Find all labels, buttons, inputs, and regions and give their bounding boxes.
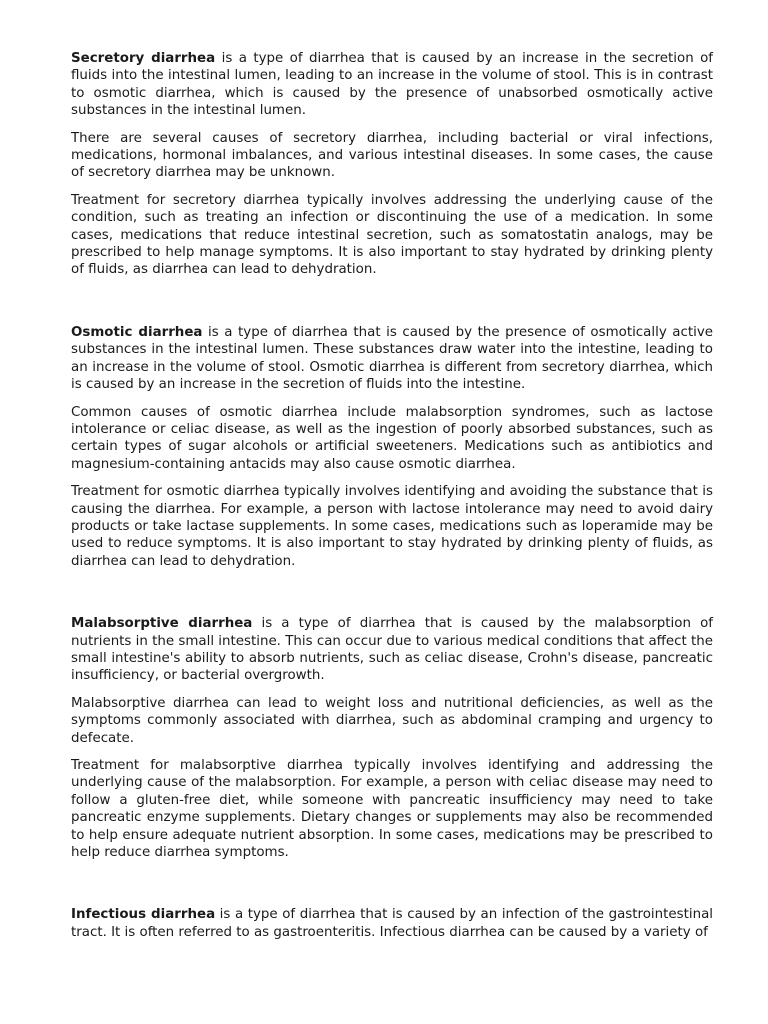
body-paragraph: Treatment for malabsorptive diarrhea typically involves identifying and addressing the underlying cause of the malabsorption. For example, a person with celiac disease may need to follow a gluten-free diet, while someone with pancreatic insufficiency may need to take pancreatic enzyme supplements. Dietary changes or supplements may also be recommended to help ensure adequate nutrient absorption. In some cases, medications may be prescribed to help reduce diarrhea symptoms. [71,758,713,861]
intro-paragraph [71,50,713,120]
body-paragraph: There are several causes of secretory diarrhea, including bacterial or viral infections, medications, hormonal imbalances, and various intestinal diseases. In some cases, the cause of secretory diarrhea may be unknown. [71,130,713,181]
section-osmotic-diarrhea [71,324,713,570]
body-paragraph: Common causes of osmotic diarrhea include malabsorption syndromes, such as lactose intolerance or celiac disease, as well as the ingestion of poorly absorbed substances, such as certain types of sugar alcohols or artificial sweeteners. Medications such as antibiotics and magnesium-containing antacids may also cause osmotic diarrhea. [71,404,713,472]
intro-text: is a type of diarrhea that is caused by an increase in the secretion of fluids into the intestinal lumen, leading to an increase in the volume of stool. This is in contrast to osmotic diarrhea, which is caused by the presence of unabsorbed osmotically active substances in the intestinal lumen. [71,51,714,119]
section-secretory-diarrhea [71,50,713,279]
intro-text: is a type of diarrhea that is caused by the presence of osmotically active substances in the intestinal lumen. These substances draw water into the intestine, leading to an increase in the volume of stool. Osmotic diarrhea is different from secretory diarrhea, which is caused by an increase in the secretion of fluids into the intestine. [71,324,713,393]
section-term: Malabsorptive diarrhea [71,616,253,632]
section-term: Infectious diarrhea [71,907,216,923]
section-infectious-diarrhea [71,906,713,941]
body-paragraph: Treatment for secretory diarrhea typically involves addressing the underlying cause of the condition, such as treating an infection or discontinuing the use of a medication. In some cases, medications that reduce intestinal secretion, such as somatostatin analogs, may be prescribed to help manage symptoms. It is also important to stay hydrated by drinking plenty of fluids, as diarrhea can lead to dehydration. [71,192,713,278]
intro-paragraph [71,615,713,685]
intro-text: is a type of diarrhea that is caused by the malabsorption of nutrients in the small intestine. This can occur due to various medical conditions that affect the small intestine's ability to absorb nutrients, such as celiac disease, Crohn's disease, pancreatic insufficiency, or bacterial overgrowth. [71,616,713,684]
intro-paragraph [71,324,713,394]
intro-paragraph [71,906,713,941]
section-term: Osmotic diarrhea [71,324,203,340]
intro-text: is a type of diarrhea that is caused by an infection of the gastrointestinal tract. It is often referred to as gastroenteritis. Infectious diarrhea can be caused by a variety of [71,907,713,940]
body-paragraph: Treatment for osmotic diarrhea typically involves identifying and avoiding the substance that is causing the diarrhea. For example, a person with lactose intolerance may need to avoid dairy products or take lactase supplements. In some cases, medications such as loperamide may be used to reduce symptoms. It is also important to stay hydrated by drinking plenty of fluids, as diarrhea can lead to dehydration. [71,484,713,569]
section-malabsorptive-diarrhea [71,615,713,861]
document-page [71,50,713,986]
body-paragraph: Malabsorptive diarrhea can lead to weight loss and nutritional deficiencies, as well as the symptoms commonly associated with diarrhea, such as abdominal cramping and urgency to defecate. [71,695,713,746]
section-term: Secretory diarrhea [71,51,216,66]
